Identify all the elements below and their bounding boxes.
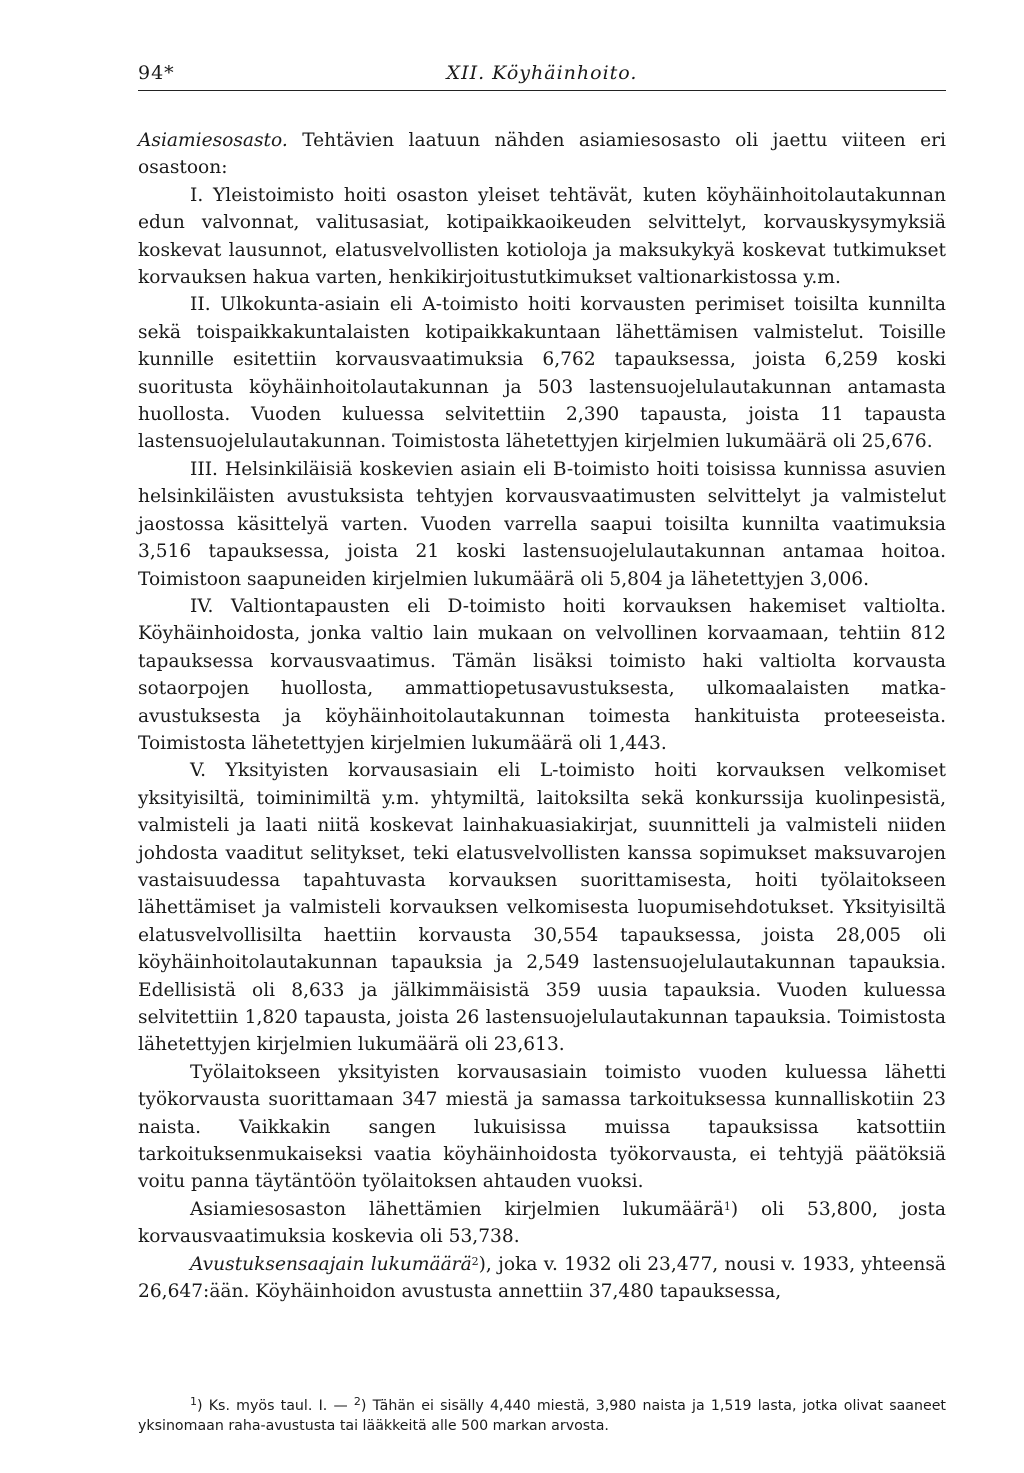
footnote-1-text: ) Ks. myös taul. I. — — [197, 1398, 354, 1414]
footnote-mark-2: 2 — [353, 1395, 361, 1408]
paragraph-kirjelmat-text: Asiamiesosaston lähettämien kirjelmien lukumäärä — [190, 1198, 724, 1220]
page — [138, 60, 946, 1305]
paragraph-kirjelmat — [138, 1196, 946, 1251]
paragraph-intro — [138, 127, 946, 182]
footnote-mark-1: 1 — [190, 1395, 197, 1408]
paragraph-section-i: I. Yleistoimisto hoiti osaston yleiset tehtävät, kuten köyhäinhoitolautakunnan edun valvonnat, valitusasiat, kotipaikkaoikeuden selvittelyt, korvauskysymyksiä koskevat lausunnot, elatusvelvollisten kotioloja ja maksukykyä koskevat tutkimukset korvauksen hakua varten, henkikirjoitustutkimukset valtionarkistossa y.m. — [138, 184, 946, 289]
footnotes — [138, 1396, 946, 1436]
footnote-ref-2: 2 — [471, 1254, 479, 1268]
section-heading: Asiamiesosasto. — [138, 130, 288, 151]
footnote-ref-1: 1 — [723, 1199, 731, 1213]
paragraph-kirjelmat-rest: ) oli 53,800, josta korvausvaatimuksia koskevia oli 53,738. — [138, 1198, 947, 1248]
running-header — [138, 60, 946, 91]
page-number: 94* — [138, 62, 175, 84]
avustuksensaajat-heading: Avustuksensaajain lukumäärä — [190, 1253, 472, 1275]
paragraph-intro-text: Tehtävien laatuun nähden asiamiesosasto oli jaettu viiteen eri osastoon: — [138, 130, 946, 179]
running-title: XII. Köyhäinhoito. — [446, 62, 638, 84]
paragraph-section-iii: III. Helsinkiläisiä koskevien asiain eli B-toimisto hoiti toisissa kunnissa asuvien helsinkiläisten avustuksista tehtyjen korvausvaatimusten selvittelyt ja valmistelut jaostossa käsittelyä varten. Vuoden varrella saapui toisilta kunnilta vaatimuksia 3,516 tapauksessa, joista 21 koski lastensuojelulautakunnan antamaa hoitoa. Toimistoon saapuneiden kirjelmien lukumäärä oli 5,804 ja lähetettyjen 3,006. — [138, 458, 946, 590]
paragraph-avustuksensaajat-text: ), joka v. 1932 oli 23,477, nousi v. 1933, yhteensä 26,647:ään. Köyhäinhoidon avustusta annettiin 37,480 tapauksessa, — [138, 1253, 946, 1303]
paragraph-section-v: V. Yksityisten korvausasiain eli L-toimisto hoiti korvauksen velkomiset yksityisiltä, toiminimiltä y.m. yhtymiltä, laitoksilta sekä konkurssija kuolinpesistä, valmisteli ja laati niitä koskevat lainhakuasiakirjat, suunnitteli ja valmisteli niiden johdosta vaaditut selitykset, teki elatusvelvollisten kanssa sopimukset maksuvarojen vastaisuudessa tapahtuvasta korvauksen suorittamisesta, hoiti työlaitokseen lähettämiset ja valmisteli korvauksen velkomisesta luopumisehdotukset. Yksityisiltä elatusvelvollisilta haettiin korvausta 30,554 tapauksessa, joista 28,005 oli köyhäinhoitolautakunnan tapauksia ja 2,549 lastensuojelulautakunnan tapauksia. Edellisistä oli 8,633 ja jälkimmäisistä 359 uusia tapauksia. Vuoden kuluessa selvitettiin 1,820 tapausta, joista 26 lastensuojelulautakunnan tapauksia. Toimistosta lähetettyjen kirjelmien lukumäärä oli 23,613. — [138, 760, 946, 1056]
paragraph-section-iv: IV. Valtiontapausten eli D-toimisto hoiti korvauksen hakemiset valtiolta. Köyhäinhoidosta, jonka valtio lain mukaan on velvollinen korvaamaan, tehtiin 812 tapauksessa korvausvaatimus. Tämän lisäksi toimisto haki valtiolta korvausta sotaorpojen huollosta, ammattiopetusavustuksesta, ulkomaalaisten matka-avustuksesta ja köyhäinhoitolautakunnan toimesta hankituista proteeseista. Toimistosta lähetettyjen kirjelmien lukumäärä oli 1,443. — [138, 595, 946, 754]
footnote-2-text: ) Tähän ei sisälly 4,440 miestä, 3,980 naista ja 1,519 lasta, jotka olivat saaneet yksinomaan raha-avustusta tai lääkkeitä alle 500 markan arvosta. — [138, 1398, 946, 1434]
paragraph-avustuksensaajat — [138, 1251, 946, 1306]
body-text — [138, 127, 946, 1305]
paragraph-tyolaitos: Työlaitokseen yksityisten korvausasiain toimisto vuoden kuluessa lähetti työkorvausta suorittamaan 347 miestä ja samassa tarkoituksessa kunnalliskotiin 23 naista. Vaikkakin sangen lukuisissa muissa tapauksissa katsottiin tarkoituksenmukaiseksi vaatia köyhäinhoidosta työkorvausta, ei tehtyjä päätöksiä voitu panna täytäntöön työlaitoksen ahtauden vuoksi. — [138, 1061, 946, 1193]
paragraph-section-ii: II. Ulkokunta-asiain eli A-toimisto hoiti korvausten perimiset toisilta kunnilta sekä toispaikkakuntalaisten kotipaikkakuntaan lähettämisen valmistelut. Toisille kunnille esitettiin korvausvaatimuksia 6,762 tapauksessa, joista 6,259 koski suoritusta köyhäinhoitolautakunnan ja 503 lastensuojelulautakunnan antamasta huollosta. Vuoden kuluessa selvitettiin 2,390 tapausta, joista 11 tapausta lastensuojelulautakunnan. Toimistosta lähetettyjen kirjelmien lukumäärä oli 25,676. — [138, 294, 946, 453]
footnote-line — [138, 1396, 946, 1436]
